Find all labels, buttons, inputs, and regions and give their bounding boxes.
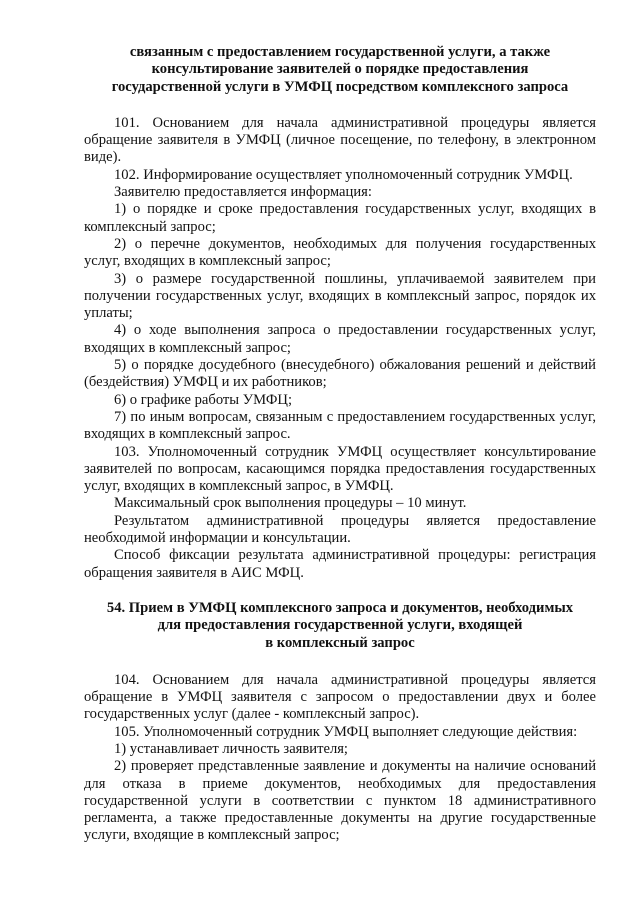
list-item: 5) о порядке досудебного (внесудебного) обжалования решений и действий (бездействия) УМФЦ и их работников;: [84, 357, 596, 391]
list-item: 1) о порядке и сроке предоставления государственных услуг, входящих в комплексный запрос;: [84, 201, 596, 235]
heading-line: для предоставления государственной услуги, входящей: [157, 617, 523, 634]
paragraph-104: 104. Основанием для начала административной процедуры является обращение в УМФЦ заявителя с запросом о предоставлении двух и более государственных услуг (далее - комплексный запрос).: [84, 671, 596, 723]
list-item: 2) о перечне документов, необходимых для получения государственных услуг, входящих в комплексный запрос;: [84, 235, 596, 270]
list-item: 7) по иным вопросам, связанным с предоставлением государственных услуг, входящих в комплексный запрос.: [84, 408, 596, 443]
paragraph-101: 101. Основанием для начала административной процедуры является обращение заявителя в УМФЦ (личное посещение, по телефону, в электронном виде).: [84, 114, 596, 166]
heading-line: 54. Прием в УМФЦ комплексного запроса и документов, необходимых: [106, 599, 574, 616]
section-body: [84, 115, 596, 582]
heading-line: государственной услуги в УМФЦ посредством комплексного запроса: [111, 78, 569, 95]
paragraph: Результатом административной процедуры является предоставление необходимой информации и консультации.: [84, 512, 596, 547]
list-item: 3) о размере государственной пошлины, уплачиваемой заявителем при получении государственных услуг, входящих в комплексный запрос, порядок их уплаты;: [84, 270, 596, 322]
paragraph-105: 105. Уполномоченный сотрудник УМФЦ выполняет следующие действия:: [114, 723, 578, 740]
paragraph: Максимальный срок выполнения процедуры – 10 минут.: [114, 495, 467, 512]
section-body: [84, 672, 596, 845]
heading-line: связанным с предоставлением государственной услуги, а также: [129, 44, 551, 60]
heading-line: консультирование заявителей о порядке предоставления: [151, 61, 529, 78]
paragraph: Способ фиксации результата административной процедуры: регистрация обращения заявителя в АИС МФЦ.: [84, 547, 596, 581]
list-item: 2) проверяет представленные заявление и документы на наличие оснований для отказа в приеме документов, необходимых для предоставления государственной услуги в соответствии с пунктом 18 административного регламента, а также предоставленные документы на другие государственные услуги, входящие в комплексный запрос;: [84, 758, 596, 844]
list-item: 6) о графике работы УМФЦ;: [114, 391, 293, 408]
section-heading: [84, 600, 596, 652]
heading-line: в комплексный запрос: [265, 634, 415, 651]
list-item: 1) устанавливает личность заявителя;: [114, 740, 348, 757]
paragraph-103: 103. Уполномоченный сотрудник УМФЦ осуществляет консультирование заявителей по вопросам, касающимся порядка предоставления государственных услуг, входящих в комплексный запрос, в УМФЦ.: [84, 443, 596, 495]
list-item: 4) о ходе выполнения запроса о предоставлении государственных услуг, входящих в комплексный запрос;: [84, 322, 596, 356]
paragraph-102: 102. Информирование осуществляет уполномоченный сотрудник УМФЦ.: [114, 166, 573, 183]
section-heading: [84, 44, 596, 96]
paragraph: Заявителю предоставляется информация:: [114, 184, 372, 201]
